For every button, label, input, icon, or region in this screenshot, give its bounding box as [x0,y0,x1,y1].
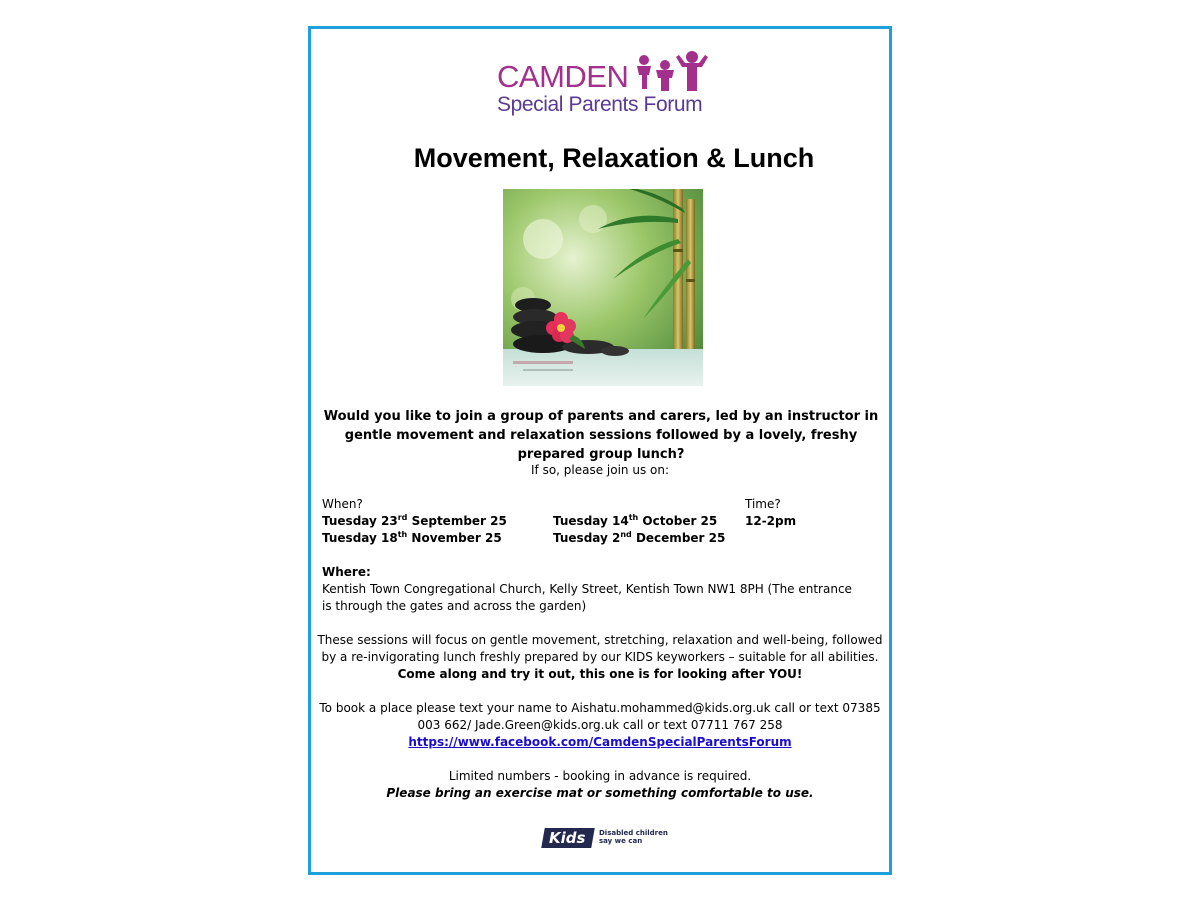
kids-logo-word: Kids [549,829,586,847]
flyer-page [308,26,892,875]
session-description [316,632,884,683]
zen-stones-photo [503,189,703,386]
session-date-1: Tuesday 23rd September 25 [322,513,507,528]
focus-emphasis: Come along and try it out, this one is for looking after YOU! [397,667,803,681]
bring-mat-text: Please bring an exercise mat or something comfortable to use. [386,786,814,800]
kids-charity-logo [543,828,668,852]
booking-info [316,700,884,751]
where-heading: Where: [322,565,371,579]
closing-notes [311,768,889,802]
venue-address: Kentish Town Congregational Church, Kelly Street, Kentish Town NW1 8PH (The entrance is through the gates and across the garden) [322,582,852,613]
page-title: Movement, Relaxation & Lunch [413,143,815,173]
session-date-2: Tuesday 14th October 25 [553,513,718,528]
family-figures-icon [636,51,708,93]
time-label: Time? [745,497,781,511]
intro-question: Would you like to join a group of parents and carers, led by an instructor in gentle movement and relaxation sessions followed by a lovely, freshy prepared group lunch? [323,409,879,462]
limited-numbers-text: Limited numbers - booking in advance is required. [448,769,752,783]
session-date-4: Tuesday 2nd December 25 [553,530,726,545]
join-us-text: If so, please join us on: [530,463,670,477]
booking-text: To book a place please text your name to Aishatu.mohammed@kids.org.uk call or text 07385 003 662/ Jade.Green@kids.org.uk call or text 07711 767 258 [319,701,881,732]
session-date-3: Tuesday 18th November 25 [322,530,502,545]
logo-subtitle-text: Special Parents Forum [497,93,703,116]
focus-text: These sessions will focus on gentle movement, stretching, relaxation and well-being, followed by a re-invigorating lunch freshly prepared by our KIDS keyworkers – suitable for all abilities. [317,633,883,664]
when-label: When? [322,497,363,511]
kids-logo-tagline: Disabled children say we can [599,829,668,845]
logo-camden-text: CAMDEN [497,59,629,94]
facebook-link[interactable]: https://www.facebook.com/CamdenSpecialParentsForum [408,735,792,749]
camden-spf-logo [497,49,712,121]
session-time: 12-2pm [745,514,797,528]
